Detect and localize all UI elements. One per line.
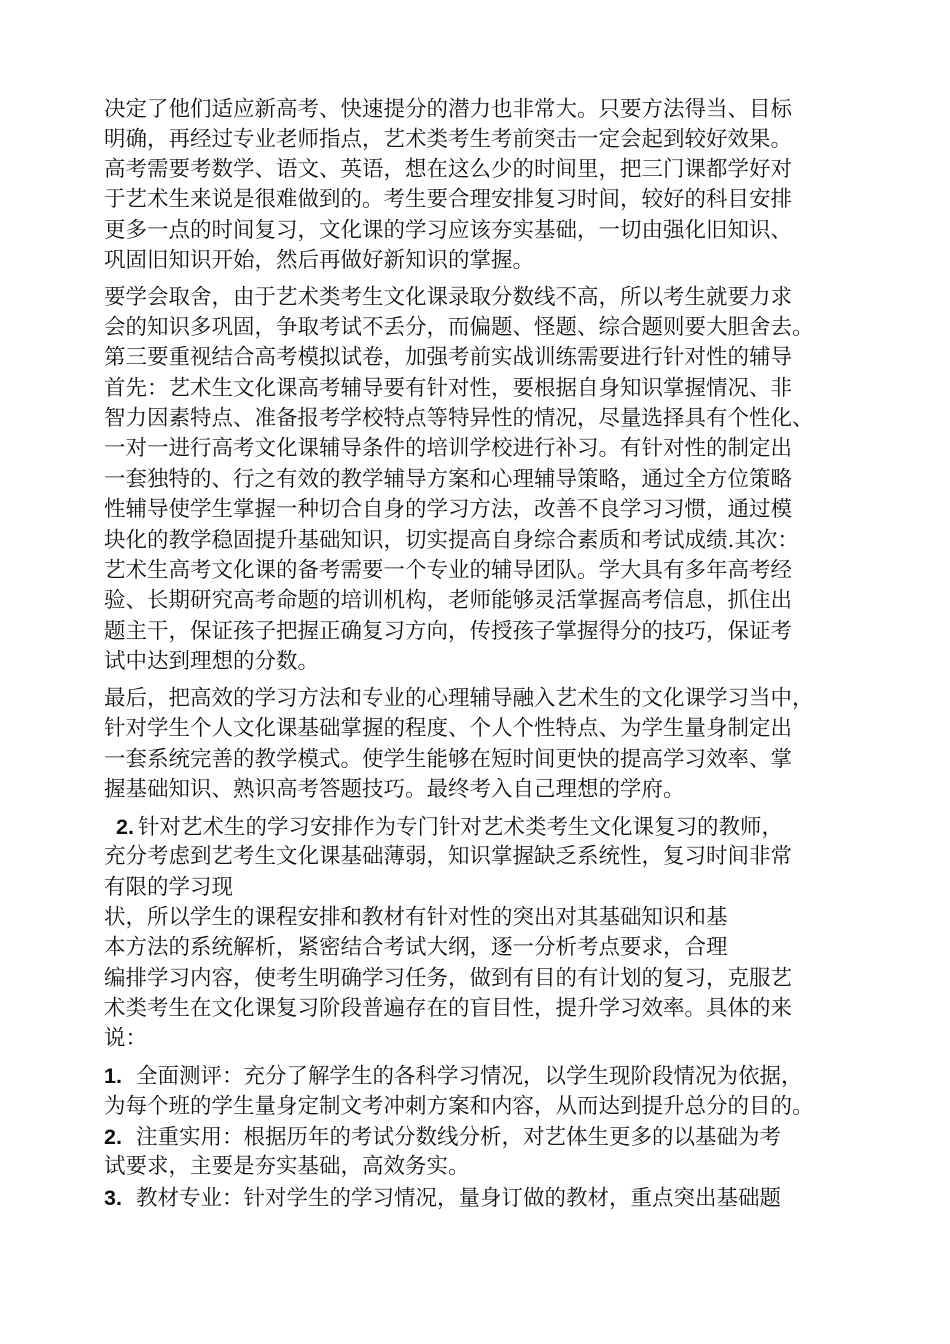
body-line: 握基础知识、熟识高考答题技巧。最终考入自己理想的学府。: [104, 777, 685, 802]
list-item-text: 全面测评：充分了解学生的各科学习情况，以学生现阶段情况为依据，: [135, 1064, 803, 1089]
body-line: 块化的教学稳固提升基础知识，切实提高自身综合素质和考试成绩.其次：: [104, 528, 799, 553]
list-item-number: 1.: [104, 1064, 122, 1088]
body-line: 一对一进行高考文化课辅导条件的培训学校进行补习。有针对性的制定出: [104, 436, 793, 461]
section-2-line: 针对艺术生的学习安排作为专门针对艺术类考生文化课复习的教师，: [137, 815, 783, 840]
body-line: 明确，再经过专业老师指点，艺术类考生考前突击一定会起到较好效果。: [104, 127, 793, 152]
body-line: 最后，把高效的学习方法和专业的心理辅导融入艺术生的文化课学习当中，: [104, 686, 814, 711]
section-2-line: 状，所以学生的课程安排和教材有针对性的突出对其基础知识和基: [104, 905, 728, 930]
body-line: 验、长期研究高考命题的培训机构，老师能够灵活掌握高考信息，抓住出: [104, 588, 793, 613]
body-line: 高考需要考数学、语文、英语，想在这么少的时间里，把三门课都学好对: [104, 157, 793, 182]
body-line: 要学会取舍，由于艺术类考生文化课录取分数线不高，所以考生就要力求: [104, 285, 793, 310]
body-line: 决定了他们适应新高考、快速提分的潜力也非常大。只要方法得当、目标: [104, 97, 793, 122]
body-line: 题主干，保证孩子把握正确复习方向，传授孩子掌握得分的技巧，保证考: [104, 619, 793, 644]
body-line: 试中达到理想的分数。: [104, 649, 320, 674]
section-2-line: 说：: [104, 1026, 148, 1051]
section-2-line: 充分考虑到艺考生文化课基础薄弱，知识掌握缺乏系统性，复习时间非常: [104, 844, 793, 869]
body-line: 于艺术生来说是很难做到的。考生要合理安排复习时间，较好的科目安排: [104, 187, 793, 212]
body-line: 首先：艺术生文化课高考辅导要有针对性，要根据自身知识掌握情况、非: [104, 376, 793, 401]
list-item-number: 3.: [104, 1186, 122, 1210]
section-2-line: 术类考生在文化课复习阶段普遍存在的盲目性，提升学习效率。具体的来: [104, 996, 793, 1021]
section-number: 2.: [116, 815, 134, 839]
body-line: 智力因素特点、准备报考学校特点等特异性的情况，尽量选择具有个性化、: [104, 406, 814, 431]
list-item-number: 2.: [104, 1125, 122, 1149]
body-line: 第三要重视结合高考模拟试卷，加强考前实战训练需要进行针对性的辅导: [104, 345, 793, 370]
body-line: 更多一点的时间复习，文化课的学习应该夯实基础，一切由强化旧知识、: [104, 218, 793, 243]
section-2-line: 本方法的系统解析，紧密结合考试大纲，逐一分析考点要求，合理: [104, 935, 728, 960]
body-line: 会的知识多巩固，争取考试不丢分，而偏题、怪题、综合题则要大胆舍去。: [104, 315, 814, 340]
list-item-text: 教材专业：针对学生的学习情况，量身订做的教材，重点突出基础题: [135, 1186, 781, 1211]
list-item: [104, 1122, 781, 1153]
list-item: [104, 1183, 781, 1214]
list-item: [104, 1061, 802, 1092]
body-line: 性辅导使学生掌握一种切合自身的学习方法，改善不良学习习惯，通过模: [104, 497, 793, 522]
list-item-continuation: 为每个班的学生量身定制文考冲刺方案和内容，从而达到提升总分的目的。: [104, 1094, 814, 1119]
list-item-continuation: 试要求，主要是夯实基础，高效务实。: [104, 1154, 470, 1179]
body-line: 巩固旧知识开始，然后再做好新知识的掌握。: [104, 248, 535, 273]
body-line: 艺术生高考文化课的备考需要一个专业的辅导团队。学大具有多年高考经: [104, 558, 793, 583]
section-2-line: 有限的学习现: [104, 875, 234, 900]
body-line: 一套独特的、行之有效的教学辅导方案和心理辅导策略，通过全方位策略: [104, 467, 793, 492]
body-line: 一套系统完善的教学模式。使学生能够在短时间更快的提高学习效率、掌: [104, 747, 793, 772]
list-item-text: 注重实用：根据历年的考试分数线分析，对艺体生更多的以基础为考: [135, 1125, 781, 1150]
section-2-line: 编排学习内容，使考生明确学习任务，做到有目的有计划的复习，克服艺: [104, 966, 793, 991]
section-2-heading: [116, 812, 783, 843]
body-line: 针对学生个人文化课基础掌握的程度、个人个性特点、为学生量身制定出: [104, 716, 793, 741]
